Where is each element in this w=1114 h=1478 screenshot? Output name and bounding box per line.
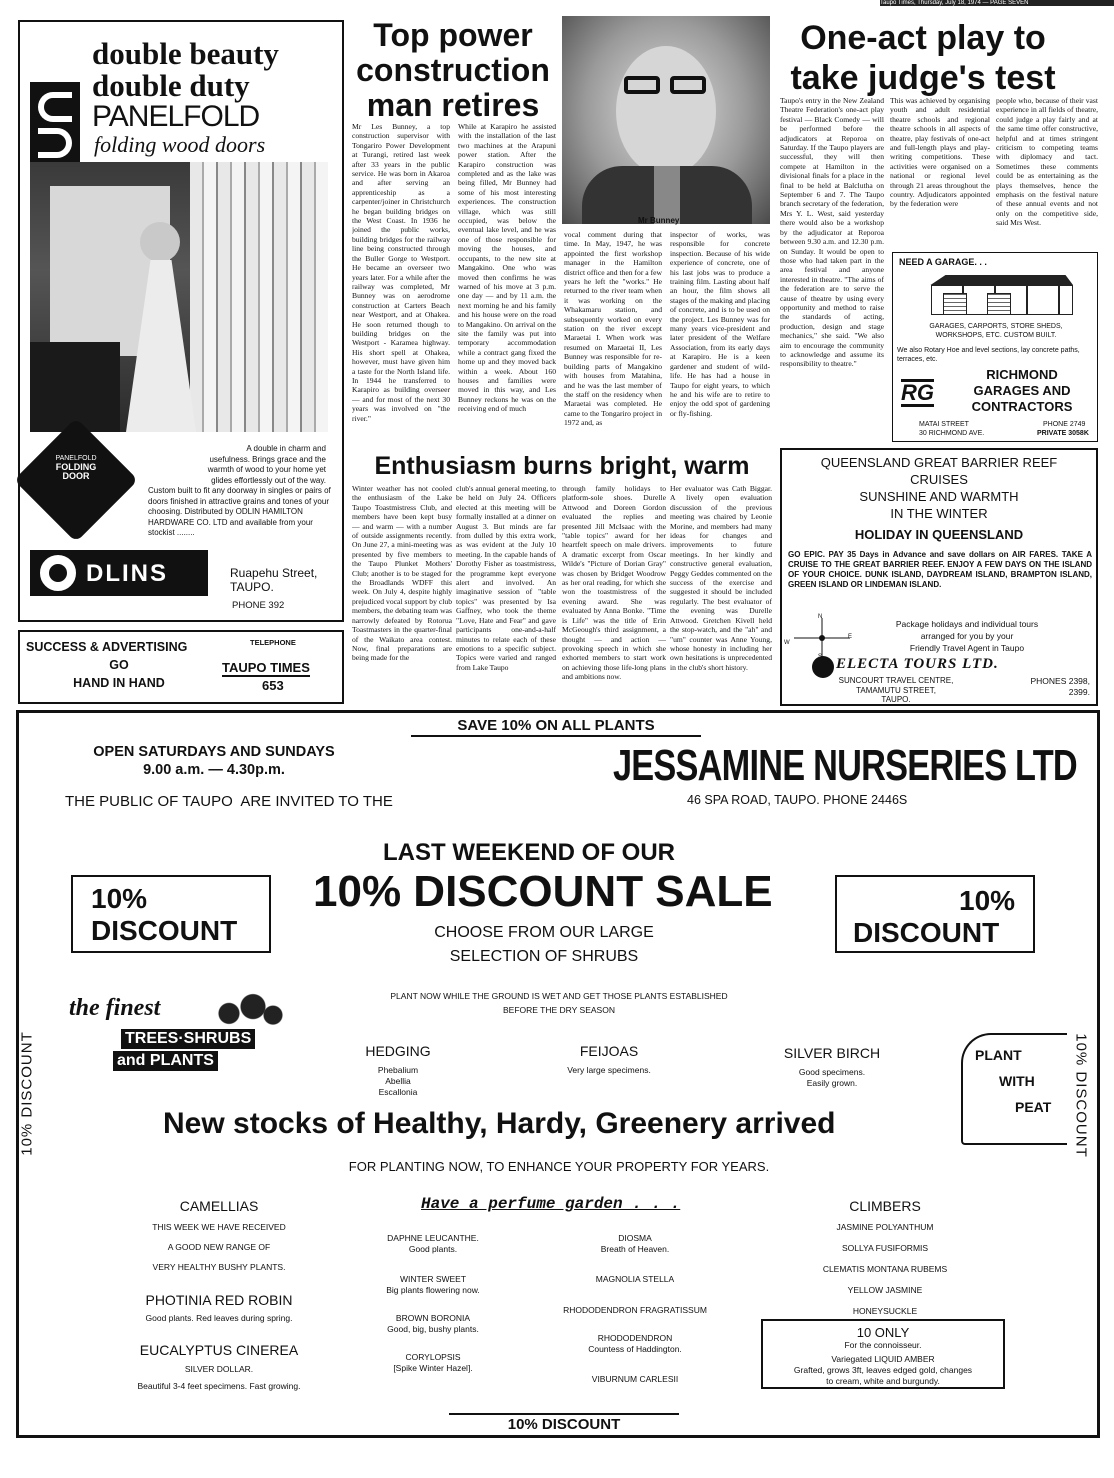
peat-3: PEAT (1015, 1099, 1052, 1115)
for-planting: FOR PLANTING NOW, TO ENHANCE YOUR PROPERTY FOR YEARS. (348, 1159, 770, 1174)
richmond-name-3: CONTRACTORS (971, 399, 1073, 414)
climbers: CLIMBERS (849, 1198, 921, 1214)
rhodo-fragratissum: RHODODENDRON FRAGRATISSUM (563, 1304, 707, 1315)
panelfold-headline-2: double duty (92, 68, 250, 103)
rhododendron-sub: Countess of Haddington. (588, 1343, 682, 1354)
bunney-col-3: vocal comment during that time. In May, 1947, he was appointed the first workshop manager in the Hamilton district office and then for a few years he left the "works." He returned to the river team when it was working on the Whakamaru station, and subsequently worked on every station on the river except Maraetai I. When work was resumed on Maraetai II, Les Bunney was responsible for re-building parts of Mangakino with houses from Matahina, and he was the last member of the staff on the residency when Maraetai was completed. He came to the Tongariro project in 1972 and, as (564, 230, 662, 428)
richmond-name-1: RICHMOND (986, 367, 1058, 382)
panelfold-tagline: folding wood doors (94, 132, 266, 157)
climber-5: HONEYSUCKLE (852, 1306, 918, 1316)
hedging: HEDGING (365, 1043, 431, 1059)
oneact-col-2: This was achieved by organising youth and adult residential theatre schools and regional theatre schools in all aspects of theatre, play festivals of one-act and full-length plays and play-writing competitions. These activities were organised on a national or regional level through 21 areas throughout the country. Adjudicators appointed by the federation were (890, 96, 990, 209)
camellias: CAMELLIAS (179, 1198, 259, 1214)
ql-pkg-2: arranged for you by your (920, 631, 1014, 641)
climber-1: JASMINE POLYANTHUM (836, 1222, 934, 1232)
silver-birch: SILVER BIRCH (783, 1045, 881, 1061)
viburnum: VIBURNUM CARLESII (591, 1374, 679, 1384)
open-hours: 9.00 a.m. — 4.30p.m. (143, 762, 285, 778)
panelfold-photo (30, 162, 328, 432)
amber-3: to cream, white and burgundy. (826, 1376, 940, 1386)
compass-w: W (784, 640, 790, 646)
odlins-phone: PHONE 392 (232, 600, 285, 611)
enthusiasm-col-1: Winter weather has not cooled the enthusiasm of the Lake Taupo Toastmistress Club, and members have been kept busy — and warm — with a number of outside assignments recently. On June 27, a mini-meeting was presented by five members to the Taupo Plunket Mothers' Club; another is to be staged for the Broadlands WDFF this week. On July 4, despite highly prejudiced vocal support by club members, the debating team was narrowly defeated by Rotorua Toastmasters in the quarter-final of the Waikato area contest. Now, final preparations are being made for the (352, 484, 452, 663)
daphne-sub: Good plants. (408, 1243, 458, 1254)
success-line-2: GO (109, 658, 129, 672)
ten-only-box (761, 1319, 1005, 1389)
plant-with-peat-box (961, 1033, 1067, 1145)
richmond-addr-1: MATAI STREET (919, 421, 969, 428)
enthusiasm-col-3: through family holidays to platform-sole shoes. Durelle Attwood and Doreen Gordon evaluated the replies and presented Jill McIsaac with the "table topics" award for her heartfelt speech on male drivers. A dramatic excerpt from Oscar Wilde's "Picture of Dorian Gray" was chosen by Bridget Woodrow as her oral reading, for which she won the toastmistress of the evening award. She was evaluated by Anna Bonke. "Time is Life" was the title of Erin McGeough's third assignment, a thought — and action — provoking speech in which she exhorted members to start work on achieving those life-long plans and ambitions now. (562, 484, 666, 682)
odlins-logo (30, 550, 208, 596)
richmond-phone-1: PHONE 2749 (1043, 421, 1086, 428)
daphne: DAPHNE LEUCANTHE. (387, 1233, 479, 1243)
amber-1: Variegated LIQUID AMBER (831, 1354, 935, 1364)
oneact-headline: One-act play to take judge's test (790, 19, 1056, 97)
discount-box-right-pct: 10% (959, 885, 1016, 916)
peat-1: PLANT (975, 1047, 1022, 1063)
eucalyptus: EUCALYPTUS CINEREA (139, 1342, 299, 1358)
diosma-sub: Breath of Heaven. (600, 1243, 670, 1254)
telephone-label: TELEPHONE (250, 638, 296, 647)
ten-only: 10 ONLY (856, 1325, 910, 1340)
ql-pkg-1: Package holidays and individual tours (895, 619, 1039, 629)
bunney-col-4: inspector of works, was responsible for concrete inspection. Because of his wide experience of concrete, one of his last jobs was to produce a training film. Lasting about half an hour, the film shows all stages of the making and placing of concrete, and is to be used on the project. Les Bunney was for many years vice-president and later president of the Welfare Association, from its early days at Karapiro. He is a keen gardener and student of wild-life. He has had a house in Taupo for eight years, to which he and his wife are to retire to enjoy the odd spot of gardening or fly-fishing. (670, 230, 770, 418)
euc-sub-2: Beautiful 3-4 feet specimens. Fast growing. (137, 1381, 301, 1391)
discount-sale: 10% DISCOUNT SALE (313, 867, 773, 916)
photinia-sub: Good plants. Red leaves during spring. (145, 1313, 293, 1323)
choose-2: SELECTION OF SHRUBS (449, 948, 639, 965)
choose-1: CHOOSE FROM OUR LARGE (434, 924, 654, 941)
finest-trees-logo (65, 993, 287, 1075)
open-days: OPEN SATURDAYS AND SUNDAYS (93, 744, 335, 760)
electa-phone-2: 2399. (1068, 687, 1090, 697)
climber-4: YELLOW JASMINE (847, 1285, 923, 1295)
cam-2: A GOOD NEW RANGE OF (167, 1242, 271, 1252)
electa-addr-1: SUNCOURT TRAVEL CENTRE, (838, 676, 954, 685)
jessamine-address: 46 SPA ROAD, TAUPO. PHONE 2446S (687, 793, 908, 807)
electa-addr-2: TAMAMUTU STREET, (856, 685, 936, 695)
discount-box-right-word: DISCOUNT (853, 917, 1000, 948)
corylopsis-sub: [Spike Winter Hazel]. (393, 1362, 473, 1373)
richmond-also: We also Rotary Hoe and level sections, lay concrete paths, terraces, etc. (897, 347, 1080, 363)
peat-2: WITH (999, 1073, 1035, 1089)
need-garage: NEED A GARAGE. . . (899, 257, 987, 267)
panelfold-photo-caption: A double in charm and usefulness. Brings grace and the warmth of wood to your home yet glides effortlessly out of the way. (207, 444, 326, 485)
and-plants-banner: and PLANTS (113, 1051, 218, 1071)
garage-types: GARAGES, CARPORTS, STORE SHEDS, WORKSHOPS, ETC. CUSTOM BUILT. (929, 323, 1063, 339)
brown-boronia: BROWN BORONIA (395, 1313, 471, 1323)
bunney-col-2: While at Karapiro he assisted with the installation of the last two machines at the Arapuni power station. After the Karapiro construction was completed and as the lake was being filled, Mr Bunney had some of his most interesting experiences. The construction village, which was still occupied, was below the eventual lake level, and he was one of those responsible for moving the houses, and occupants, to the new site at Mangakino. One who was moved then confirms he was warned of his move at 3 p.m. one day — and by 11 a.m. the next morning he and his family and his house were on the road to Mangakino. On arrival on the site the family was put into temporary accommodation while a contract gang fixed the home up and they moved back within a week. About 160 houses and families were moved in this way, and Les Bunney reckons he was on the receiving end of much (458, 122, 556, 414)
discount-box-right (835, 875, 1035, 953)
rhododendron: RHODODENDRON (597, 1333, 673, 1343)
odlins-name: DLINS (86, 560, 168, 587)
climber-2: SOLLYA FUSIFORMIS (841, 1243, 929, 1253)
ql-line-1: QUEENSLAND GREAT BARRIER REEF (820, 455, 1058, 470)
taupo-times-logo: TAUPO TIMES (222, 660, 310, 675)
jessamine-ad (16, 710, 1100, 1438)
queensland-ad (780, 448, 1098, 706)
electa-phone-1: PHONES 2398, (1030, 676, 1090, 686)
corylopsis: CORYLOPSIS (405, 1352, 461, 1362)
climber-3: CLEMATIS MONTANA RUBEMS (822, 1264, 948, 1274)
richmond-addr-2: 30 RICHMOND AVE. (919, 430, 985, 437)
trees-shrubs-banner: TREES·SHRUBS (121, 1029, 255, 1049)
photinia: PHOTINIA RED ROBIN (145, 1292, 293, 1308)
richmond-garages-ad (892, 252, 1098, 442)
feijoas-sub: Very large specimens. (567, 1065, 651, 1075)
success-line-1: SUCCESS & ADVERTISING (26, 640, 188, 654)
panelfold-brand: PANELFOLD (92, 100, 260, 133)
success-advertising-ad (18, 630, 344, 704)
winter-sweet: WINTER SWEET (399, 1274, 467, 1284)
success-line-3: HAND IN HAND (73, 676, 165, 690)
seal-line-1: PANELFOLD (55, 455, 97, 462)
cam-3: VERY HEALTHY BUSHY PLANTS. (152, 1262, 286, 1272)
feijoas: FEIJOAS (579, 1043, 639, 1059)
save-banner: SAVE 10% ON ALL PLANTS (411, 717, 701, 737)
bunney-photo (562, 16, 770, 224)
odlins-address-1: Ruapehu Street, (230, 566, 318, 580)
last-weekend: LAST WEEKEND OF OUR (383, 839, 675, 866)
jessamine-name: JESSAMINE NURSERIES LTD (613, 741, 1077, 790)
bunney-photo-caption: Mr Bunney (638, 216, 680, 225)
richmond-name-2: GARAGES AND (973, 383, 1071, 398)
odlins-address-2: TAUPO. (230, 580, 274, 594)
discount-box-left (71, 875, 271, 953)
seal-line-2: FOLDING (55, 462, 97, 472)
ql-line-4: IN THE WINTER (890, 506, 988, 521)
public-invited: THE PUBLIC OF TAUPO ARE INVITED TO THE (65, 793, 393, 810)
ql-pkg-3: Friendly Travel Agent in Taupo (909, 643, 1025, 653)
diosma: DIOSMA (618, 1233, 652, 1243)
birch-sub-1: Good specimens. (798, 1067, 866, 1077)
odlins-o-icon (40, 555, 76, 591)
rg-logo: RG (901, 380, 934, 405)
panelfold-logo (30, 82, 80, 168)
perfume-garden: Have a perfume garden . . . (421, 1195, 681, 1213)
ql-body: GO EPIC. PAY 35 Days in Advance and save dollars on AIR FARES. TAKE A CRUISE TO THE GREAT BARRIER REEF. ENJOY A FEW DAYS ON THE ISLAND OF YOUR CHOICE. DUNK ISLAND, DAYDREAM ISLAND, BRAMPTON ISLAND, GREEN ISLAND OR LINDEMAN ISLAND. (788, 550, 1092, 589)
enthusiasm-col-2: club's annual general meeting, to be held on July 24. Officers elected at this meeting will be formally installed at a dinner on August 3. But minds are far from dulled by this extra work, as was evident at the July 10 meeting. In the capable hands of Dorothy Fisher as toastmistress, the programme kept everyone alert and involved. An imaginative session of "table topics" was presented by Isa Gaffney, who took the theme "Love, Hate and Fear" and gave participants one-and-a-half minutes to relate each of these emotions to a specific subject. Topics were varied and ranged from Lake Taupo (456, 484, 556, 672)
compass-n: N (818, 614, 823, 620)
discount-box-left-word: DISCOUNT (91, 915, 238, 946)
birch-sub-2: Easily grown. (806, 1078, 858, 1088)
garage-drawing (923, 275, 1073, 315)
plant-now-2: BEFORE THE DRY SEASON (503, 1005, 615, 1015)
bunney-headline: Top power construction man retires (356, 17, 550, 123)
panelfold-ad (18, 20, 344, 622)
oneact-col-3: people who, because of their vast experience in all fields of theatre, could judge a play fairly and at the same time offer constructive, helpful and at times stringent criticism to competing teams with diplomacy and tact. Sometimes these comments could be as entertaining as the plays themselves, hence the emphasis on the festival nature of these annual events and not only on the competitive side, said Mrs West. (996, 96, 1098, 228)
seal-line-3: DOOR (62, 471, 90, 481)
amber-2: Grafted, grows 3ft, leaves edged gold, changes (793, 1365, 973, 1375)
side-discount-left: 10% DISCOUNT (18, 1031, 36, 1156)
ql-line-3: SUNSHINE AND WARMTH (859, 489, 1019, 504)
bottom-discount: 10% DISCOUNT (449, 1413, 679, 1435)
oneact-col-1: Taupo's entry in the New Zealand Theatre Federation's one-act play festival — Black Comedy — will be performed before the adjudicators at Reporoa on Saturday. If the Taupo players are successful, they will then compete at Hamilton in the divisional finals for a place in the final to be held at Balclutha on September 6 and 7. The Taupo branch secretary of the federation, Mrs Y. L. West, said yesterday there would also be a workshop by the adjudicator at Reporoa between 9.30 a.m. and 12.30 p.m. on Sunday. It would be open to those who had taken part in the area festival and anyone interested in theatre. "The aims of the federation are to serve the cause of theatre by using every opportunity and method to raise the standards of acting, production, design and stage mechanics," she said. "We also aim to encourage the community to acknowledge and assume its responsibility to theatre." (780, 96, 884, 369)
electa-addr-3: TAUPO. (881, 695, 911, 704)
enthusiasm-headline: Enthusiasm burns bright, warm (374, 452, 750, 480)
masthead: Taupo Times, Thursday, July 18, 1974 — PAGE SEVEN (880, 0, 1029, 6)
side-discount-right: 10% DISCOUNT (1072, 1033, 1090, 1158)
telephone-number: 653 (262, 678, 284, 693)
ql-line-5: HOLIDAY IN QUEENSLAND (854, 527, 1024, 542)
cam-1: THIS WEEK WE HAVE RECEIVED (152, 1222, 286, 1232)
panelfold-body: Custom built to fit any doorway in singles or pairs of doors finished in attractive grains and tones of your choosing. Distributed by ODLIN HAMILTON HARDWARE CO. LTD and available from your stockist ........ (148, 486, 331, 537)
magnolia: MAGNOLIA STELLA (595, 1274, 675, 1284)
euc-sub-1: SILVER DOLLAR. (184, 1364, 254, 1374)
ten-only-sub: For the connoisseur. (844, 1340, 922, 1350)
electa-s-icon (812, 656, 834, 678)
plant-now-1: PLANT NOW WHILE THE GROUND IS WET AND GET THOSE PLANTS ESTABLISHED (390, 991, 728, 1001)
finest-text: the finest (69, 995, 161, 1021)
enthusiasm-col-4: Her evaluator was Cath Biggar. A lively open evaluation discussion of the previous meeting was chaired by Leonie Morine, and members had many ideas for changes and improvements to future meetings. In her kindly and constructive general evaluation, Peggy Geddes commented on the success of the exercise and suggested it should be included regularly. The best evaluator of the evening was Durelle Attwood. Gretchen Kivell held the stop-watch, and the "ah" and "um" counter was Anne Young, whose honesty in including her own hesitations is unprecedented in the club's short history. (670, 484, 772, 672)
compass-e: E (848, 634, 853, 640)
winter-sweet-sub: Big plants flowering now. (386, 1284, 480, 1295)
bunney-col-1: Mr Les Bunney, a top construction supervisor with Tongariro Power Development at Turangi, retired last week after 33 years in the public service. He was born in Akaroa and after serving an apprenticeship as a carpenter/joiner in Christchurch he began building bridges on the West Coast. In 1936 he joined the public works, building bridges for the railway line being constructed through the Buller Gorge to Westport. He became an overseer two years later. For a while after the railway was completed, Mr Bunney was on aerodrome construction at Carters Beach near Westport, and at Ohakea. He soon returned though to building bridges on the Westport - Karamea highway. His short spell at Ohakea, however, must have given him a taste for the North Island life. In 1944 he transferred to Karapiro as building overseer — and for most of the next 30 years was involved on "the river." (352, 122, 450, 423)
discount-box-left-pct: 10% (91, 883, 148, 914)
hedging-items: Phebalium Abellia Escallonia (377, 1065, 419, 1097)
electa-name: ELECTA TOURS LTD. (836, 656, 999, 672)
new-stocks: New stocks of Healthy, Hardy, Greenery arrived (163, 1107, 836, 1140)
ql-line-2: CRUISES (910, 472, 968, 487)
brown-boronia-sub: Good, big, bushy plants. (387, 1323, 479, 1334)
panelfold-headline-1: double beauty (92, 36, 279, 71)
richmond-phone-2: PRIVATE 3058K (1037, 430, 1089, 437)
tree-icon (205, 993, 285, 1027)
